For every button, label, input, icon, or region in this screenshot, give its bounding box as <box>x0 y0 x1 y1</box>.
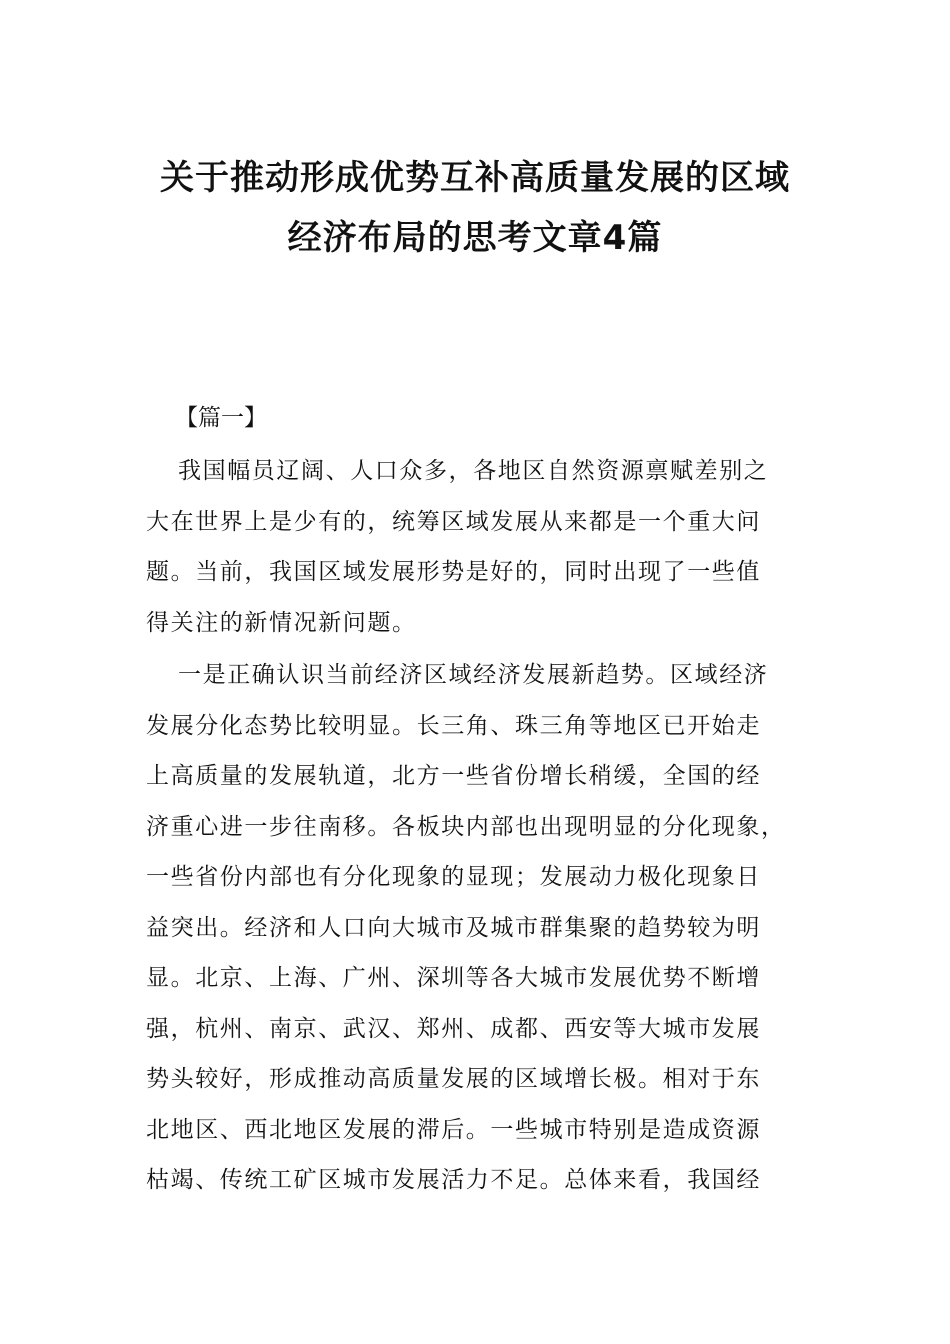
paragraph-line: 一是正确认识当前经济区域经济发展新趋势。区域经济 <box>178 662 769 688</box>
paragraph-line: 显。北京、上海、广州、深圳等各大城市发展优势不断增 <box>146 965 761 991</box>
paragraph-line: 益突出。经济和人口向大城市及城市群集聚的趋势较为明 <box>146 914 761 941</box>
paragraph-line: 济重心进一步往南移。各板块内部也出现明显的分化现象， <box>146 813 786 840</box>
document-title-line-1: 关于推动形成优势互补高质量发展的区域 <box>160 158 790 198</box>
section-label: 【篇一】 <box>175 405 267 431</box>
paragraph-line: 上高质量的发展轨道，北方一些省份增长稍缓，全国的经 <box>146 763 761 789</box>
paragraph-line: 大在世界上是少有的，统筹区域发展从来都是一个重大问 <box>146 508 761 535</box>
paragraph-line: 发展分化态势比较明显。长三角、珠三角等地区已开始走 <box>146 712 761 739</box>
paragraph-line: 强，杭州、南京、武汉、郑州、成都、西安等大城市发展 <box>146 1015 761 1042</box>
document-title-line-2: 经济布局的思考文章4篇 <box>287 218 663 258</box>
paragraph-line: 势头较好，形成推动高质量发展的区域增长极。相对于东 <box>146 1066 761 1092</box>
paragraph-line: 北地区、西北地区发展的滞后。一些城市特别是造成资源 <box>146 1116 761 1143</box>
paragraph-line: 得关注的新情况新问题。 <box>146 609 417 636</box>
paragraph-line: 一些省份内部也有分化现象的显现；发展动力极化现象日 <box>146 864 761 890</box>
paragraph-line: 枯竭、传统工矿区城市发展活力不足。总体来看，我国经 <box>146 1167 761 1193</box>
paragraph-2 <box>146 650 806 1206</box>
paragraph-1 <box>146 446 806 648</box>
paragraph-line: 我国幅员辽阔、人口众多，各地区自然资源禀赋差别之 <box>178 458 769 484</box>
paragraph-line: 题。当前，我国区域发展形势是好的，同时出现了一些值 <box>146 559 761 585</box>
